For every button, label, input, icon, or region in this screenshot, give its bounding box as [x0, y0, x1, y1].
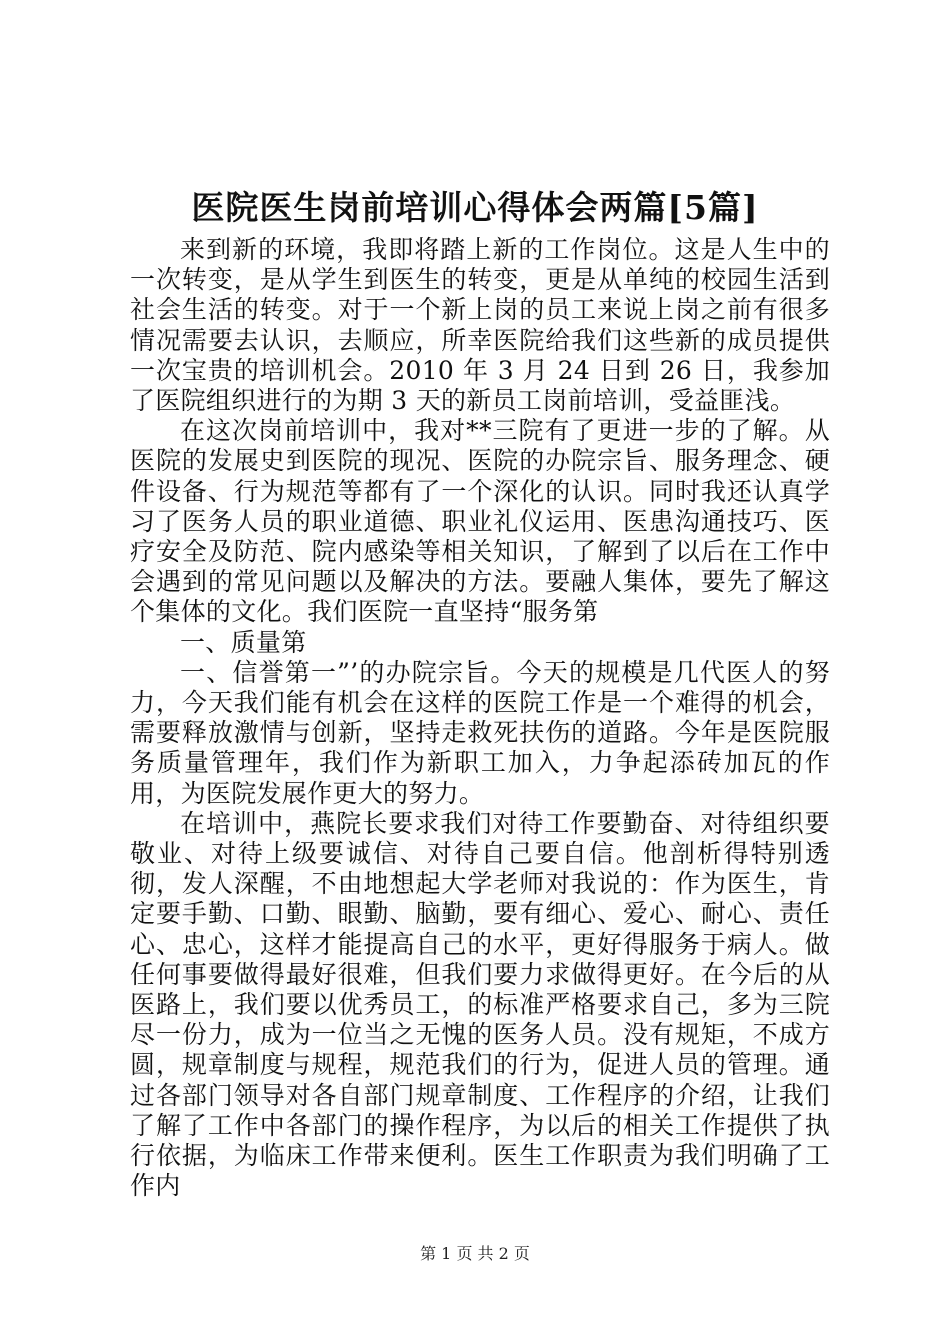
document-title: 医院医生岗前培训心得体会两篇[5篇] — [191, 188, 759, 227]
paragraph-3: 一、质量第 — [180, 627, 307, 657]
paragraph-5: 在培训中，燕院长要求我们对待工作要勤奋、对待组织要敬业、对待上级要诚信、对待自己要自信。他剖析得特别透彻，发人深醒，不由地想起大学老师对我说的：作为医生，肯定要手勤、口勤、眼勤、脑勤，要有细心、爱心、耐心、责任心、忠心，这样才能提高自己的水平，更好得服务于病人。做任何事要做得最好很难，但我们要力求做得更好。在今后的从医路上，我们要以优秀员工，的标准严格要求自己，多为三院尽一份力，成为一位当之无愧的医务人员。没有规矩，不成方圆，规章制度与规程，规范我们的行为，促进人员的管理。通过各部门领导对各自部门规章制度、工作程序的介绍，让我们了解了工作中各部门的操作程序，为以后的相关工作提供了执行依据，为临床工作带来便利。医生工作职责为我们明确了工作内 — [130, 808, 830, 1201]
paragraph-2: 在这次岗前培训中，我对**三院有了更进一步的了解。从医院的发展史到医院的现况、医院的办院宗旨、服务理念、硬件设备、行为规范等都有了一个深化的认识。同时我还认真学习了医务人员的职业道德、职业礼仪运用、医患沟通技巧、医疗安全及防范、院内感染等相关知识，了解到了以后在工作中会遇到的常见问题以及解决的方法。要融人集体，要先了解这个集体的文化。我们医院一直坚持“服务第 — [130, 416, 830, 627]
page-footer: 第 1 页 共 2 页 — [420, 1244, 530, 1263]
paragraph-1: 来到新的环境，我即将踏上新的工作岗位。这是人生中的一次转变，是从学生到医生的转变，更是从单纯的校园生活到社会生活的转变。对于一个新上岗的员工来说上岗之前有很多情况需要去认识，去顺应，所幸医院给我们这些新的成员提供一次宝贵的培训机会。2010 年 3 月 24 日到 26 日，我参加了医院组织进行的为期 3 天的新员工岗前培训，受益匪浅。 — [130, 235, 830, 416]
paragraph-4: 一、信誉第一”’的办院宗旨。今天的规模是几代医人的努力，今天我们能有机会在这样的医院工作是一个难得的机会，需要释放激情与创新，坚持走救死扶伤的道路。今年是医院服务质量管理年，我们作为新职工加入，力争起添砖加瓦的作用，为医院发展作更大的努力。 — [130, 657, 830, 808]
document-body — [130, 235, 830, 1202]
